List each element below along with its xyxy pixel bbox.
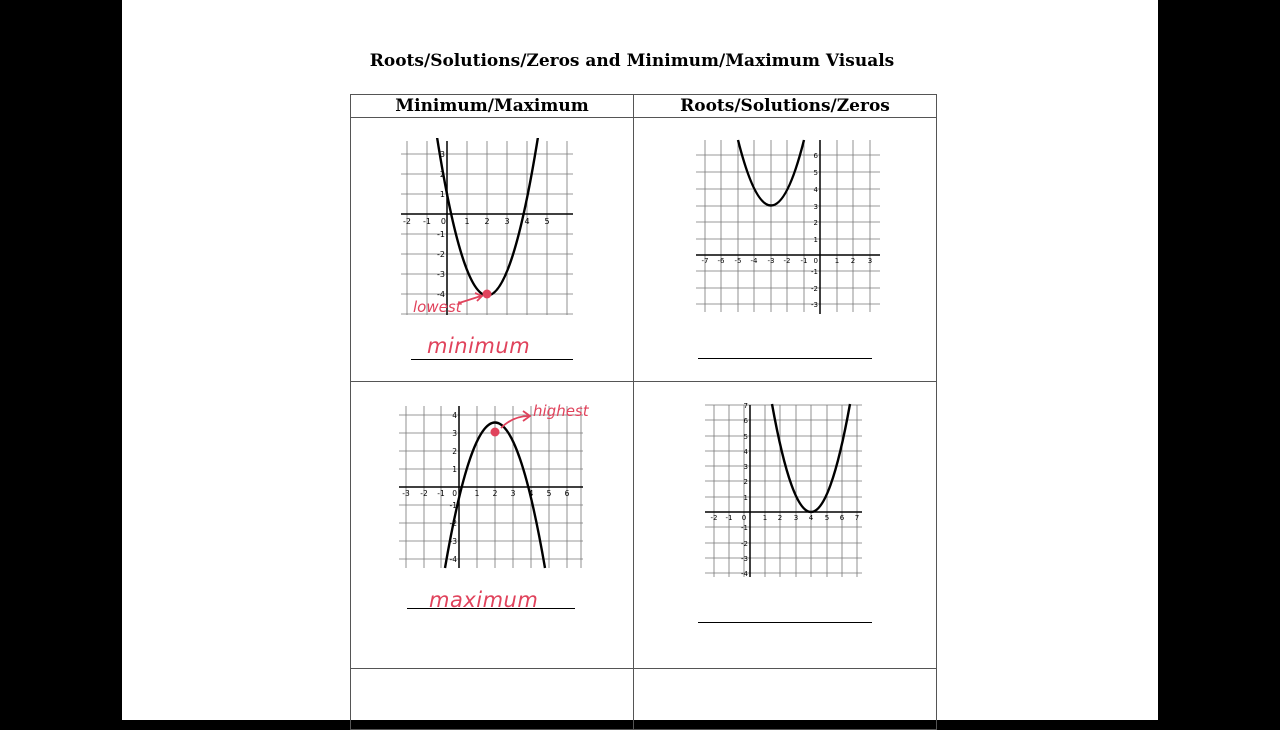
vertex-point [491, 428, 500, 437]
y-tick: 6 [813, 152, 818, 160]
x-tick: 2 [484, 217, 490, 226]
x-tick: -3 [767, 257, 775, 265]
x-tick: 1 [834, 257, 840, 265]
cell-maximum [351, 382, 634, 669]
x-tick: -1 [423, 217, 431, 226]
lowest-annotation: lowest [413, 298, 462, 316]
y-tick: 2 [452, 447, 457, 456]
x-tick: 2 [850, 257, 856, 265]
y-tick: 7 [743, 402, 748, 410]
x-tick: -2 [783, 257, 791, 265]
y-tick: -2 [437, 250, 445, 259]
x-tick: 3 [867, 257, 873, 265]
y-tick: 4 [813, 186, 818, 194]
y-tick: -1 [741, 524, 748, 532]
y-tick: -1 [811, 268, 818, 276]
y-tick: 3 [813, 203, 818, 211]
cell-empty-left [351, 669, 634, 730]
y-tick: -4 [437, 290, 445, 299]
x-tick: 4 [524, 217, 530, 226]
x-tick: -7 [701, 257, 709, 265]
column-header-min-max: Minimum/Maximum [351, 95, 634, 118]
x-tick: 0 [440, 217, 446, 226]
y-tick: 1 [452, 465, 457, 474]
column-header-roots: Roots/Solutions/Zeros [634, 95, 937, 118]
x-tick: 0 [813, 257, 818, 265]
y-tick: 6 [743, 417, 748, 425]
x-tick: 1 [762, 514, 768, 522]
y-tick: 4 [452, 411, 457, 420]
x-tick: -2 [403, 217, 411, 226]
answer-line [698, 622, 872, 623]
roots-graph-2 [702, 402, 872, 582]
x-tick: -1 [437, 489, 445, 498]
x-tick: 6 [564, 489, 570, 498]
answer-line [698, 358, 872, 359]
y-tick: -2 [741, 540, 748, 548]
y-tick: 5 [743, 433, 748, 441]
maximum-graph [399, 402, 609, 572]
y-tick: 5 [813, 169, 818, 177]
worksheet-page [122, 0, 1158, 720]
x-tick: 3 [504, 217, 510, 226]
x-tick: 5 [546, 489, 552, 498]
x-tick: -3 [402, 489, 410, 498]
y-tick: -1 [437, 230, 445, 239]
x-tick: 0 [452, 489, 457, 498]
y-tick: 3 [743, 463, 748, 471]
x-tick: 3 [510, 489, 516, 498]
y-tick: 4 [743, 448, 748, 456]
x-tick: 5 [824, 514, 830, 522]
x-tick: -5 [734, 257, 742, 265]
y-tick: -1 [449, 501, 457, 510]
y-tick: -2 [811, 285, 818, 293]
x-tick: 1 [464, 217, 470, 226]
highest-annotation: highest [533, 402, 589, 420]
x-tick: 4 [808, 514, 814, 522]
y-tick: -3 [449, 537, 457, 546]
x-tick: 3 [793, 514, 799, 522]
vertex-point [483, 290, 492, 299]
x-tick: 6 [839, 514, 845, 522]
x-tick: 2 [492, 489, 498, 498]
x-tick: 2 [777, 514, 783, 522]
cell-empty-right [634, 669, 937, 730]
x-tick: 4 [528, 489, 534, 498]
x-tick: 7 [854, 514, 860, 522]
worksheet-table [350, 94, 937, 730]
x-tick: -4 [750, 257, 758, 265]
answer-maximum: maximum [429, 588, 539, 612]
roots-graph-1 [690, 136, 890, 321]
x-tick: 1 [474, 489, 480, 498]
y-tick: 1 [439, 190, 445, 199]
y-tick: 2 [743, 478, 748, 486]
cell-roots-2 [634, 382, 937, 669]
y-tick: -2 [449, 519, 457, 528]
answer-minimum: minimum [427, 334, 531, 358]
y-tick: -4 [741, 570, 748, 578]
x-tick: 0 [741, 514, 747, 522]
x-tick: -2 [710, 514, 718, 522]
x-tick: 5 [544, 217, 550, 226]
minimum-graph [401, 138, 591, 328]
x-tick: -1 [725, 514, 733, 522]
y-tick: 3 [439, 150, 445, 159]
x-tick: -2 [420, 489, 428, 498]
page-title: Roots/Solutions/Zeros and Minimum/Maximum Visuals [369, 51, 895, 71]
y-tick: -3 [811, 301, 818, 309]
y-tick: -3 [741, 555, 748, 563]
y-tick: 1 [743, 494, 748, 502]
y-tick: 1 [813, 236, 818, 244]
y-tick: 2 [813, 219, 818, 227]
y-tick: 3 [452, 429, 457, 438]
y-tick: -4 [449, 555, 457, 564]
cell-roots-1 [634, 118, 937, 382]
x-tick: -6 [717, 257, 725, 265]
y-tick: 2 [439, 170, 445, 179]
x-tick: -1 [800, 257, 808, 265]
y-tick: -3 [437, 270, 445, 279]
answer-line [411, 359, 573, 360]
cell-minimum [351, 118, 634, 382]
